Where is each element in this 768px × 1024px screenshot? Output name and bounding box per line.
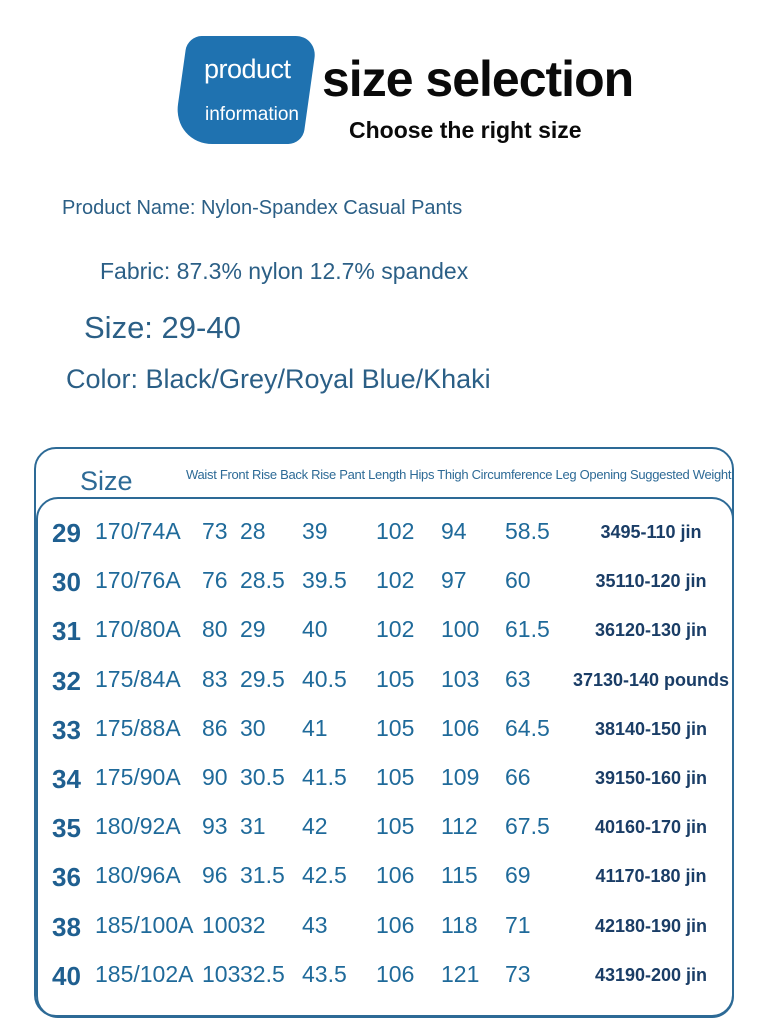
row-size: 38 [52, 911, 81, 942]
row-waist: 90 [202, 764, 228, 790]
row-pant-length: 106 [376, 862, 415, 889]
row-size: 29 [52, 518, 81, 548]
row-hips: 112 [441, 813, 478, 840]
page-subtitle: Choose the right size [349, 117, 582, 143]
row-front-rise: 29 [240, 616, 266, 643]
row-spec: 170/80A [95, 616, 181, 643]
row-suggested-weight: 42180-190 jin [594, 915, 708, 936]
row-pant-length: 105 [376, 764, 415, 790]
row-back-rise: 42 [302, 813, 328, 840]
size-column-header: Size [80, 466, 133, 496]
row-suggested-weight: 3495-110 jin [600, 522, 702, 542]
row-suggested-weight: 41170-180 jin [595, 866, 707, 887]
row-waist: 80 [202, 616, 228, 643]
row-size: 40 [52, 960, 81, 991]
row-waist: 86 [202, 714, 228, 741]
row-back-rise: 43 [302, 911, 328, 938]
row-spec: 185/100A [95, 911, 194, 938]
row-suggested-weight: 43190-200 jin [594, 964, 708, 985]
row-spec: 180/96A [95, 862, 181, 889]
row-waist: 100 [202, 911, 241, 938]
row-spec: 185/102A [95, 960, 194, 987]
row-pant-length: 106 [376, 911, 415, 938]
badge-label-information: information [205, 104, 299, 125]
row-hips: 94 [441, 518, 467, 544]
row-waist: 103 [202, 960, 241, 987]
product-size-range: Size: 29-40 [84, 310, 241, 345]
row-front-rise: 29.5 [240, 665, 285, 692]
row-front-rise: 30 [240, 714, 266, 741]
table-row [0, 912, 768, 952]
row-thigh: 63 [505, 665, 531, 692]
row-size: 35 [52, 813, 81, 844]
row-hips: 118 [441, 911, 478, 938]
table-row [0, 961, 768, 1001]
row-front-rise: 28.5 [240, 567, 285, 594]
table-row [0, 518, 768, 558]
row-hips: 100 [441, 616, 480, 643]
row-spec: 170/74A [95, 518, 181, 544]
row-waist: 93 [202, 813, 228, 840]
badge-label-product: product [204, 54, 291, 84]
table-row [0, 813, 768, 853]
row-suggested-weight: 39150-160 jin [594, 768, 708, 788]
row-hips: 121 [441, 960, 480, 987]
row-waist: 76 [202, 567, 228, 594]
row-spec: 175/84A [95, 665, 181, 692]
table-row [0, 715, 768, 755]
row-back-rise: 41 [302, 714, 328, 741]
row-pant-length: 106 [376, 960, 415, 987]
row-spec: 175/90A [95, 764, 181, 790]
row-pant-length: 105 [376, 714, 415, 741]
row-front-rise: 31 [240, 813, 266, 840]
row-back-rise: 39.5 [302, 567, 347, 594]
row-pant-length: 105 [376, 813, 415, 840]
row-hips: 115 [441, 862, 478, 889]
row-size: 36 [52, 862, 81, 893]
row-thigh: 61.5 [505, 616, 550, 643]
row-size: 33 [52, 714, 81, 745]
row-back-rise: 42.5 [302, 862, 347, 889]
page-title: size selection [322, 51, 634, 107]
row-pant-length: 102 [376, 567, 415, 594]
measurement-column-headers: Waist Front Rise Back Rise Pant Length Hips Thigh Circumference Leg Opening Suggested Weight [186, 467, 732, 482]
row-thigh: 58.5 [505, 518, 550, 544]
table-row [0, 862, 768, 902]
table-row [0, 764, 768, 804]
product-info-badge [172, 36, 317, 144]
row-thigh: 60 [505, 567, 531, 594]
row-thigh: 73 [505, 960, 531, 987]
row-thigh: 64.5 [505, 714, 550, 741]
row-suggested-weight: 36120-130 jin [594, 620, 708, 641]
row-back-rise: 41.5 [302, 764, 347, 790]
row-waist: 73 [202, 518, 228, 544]
row-thigh: 67.5 [505, 813, 550, 840]
row-back-rise: 39 [302, 518, 328, 544]
row-back-rise: 40.5 [302, 665, 347, 692]
row-front-rise: 31.5 [240, 862, 285, 889]
row-suggested-weight: 37130-140 pounds [572, 669, 730, 690]
row-back-rise: 40 [302, 616, 328, 643]
row-hips: 97 [441, 567, 467, 594]
row-thigh: 71 [505, 911, 531, 938]
row-hips: 103 [441, 665, 480, 692]
row-size: 34 [52, 764, 81, 794]
row-spec: 175/88A [95, 714, 181, 741]
row-back-rise: 43.5 [302, 960, 347, 987]
table-row [0, 616, 768, 656]
row-pant-length: 102 [376, 518, 415, 544]
row-suggested-weight: 40160-170 jin [594, 817, 708, 838]
row-size: 32 [52, 665, 81, 696]
row-pant-length: 102 [376, 616, 415, 643]
row-size: 30 [52, 567, 81, 598]
row-suggested-weight: 38140-150 jin [594, 718, 708, 739]
table-row [0, 567, 768, 607]
row-spec: 180/92A [95, 813, 181, 840]
row-hips: 109 [441, 764, 480, 790]
row-spec: 170/76A [95, 567, 181, 594]
row-hips: 106 [441, 714, 480, 741]
row-pant-length: 105 [376, 665, 415, 692]
row-thigh: 66 [505, 764, 531, 790]
row-waist: 83 [202, 665, 228, 692]
row-waist: 96 [202, 862, 228, 889]
row-front-rise: 28 [240, 518, 266, 544]
product-colors: Color: Black/Grey/Royal Blue/Khaki [66, 364, 491, 394]
row-front-rise: 30.5 [240, 764, 285, 790]
table-row [0, 666, 768, 706]
row-suggested-weight: 35110-120 jin [595, 571, 707, 592]
row-thigh: 69 [505, 862, 531, 889]
row-size: 31 [52, 616, 81, 647]
product-fabric: Fabric: 87.3% nylon 12.7% spandex [100, 258, 469, 284]
row-front-rise: 32.5 [240, 960, 285, 987]
row-front-rise: 32 [240, 911, 266, 938]
product-name: Product Name: Nylon-Spandex Casual Pants [62, 197, 463, 219]
